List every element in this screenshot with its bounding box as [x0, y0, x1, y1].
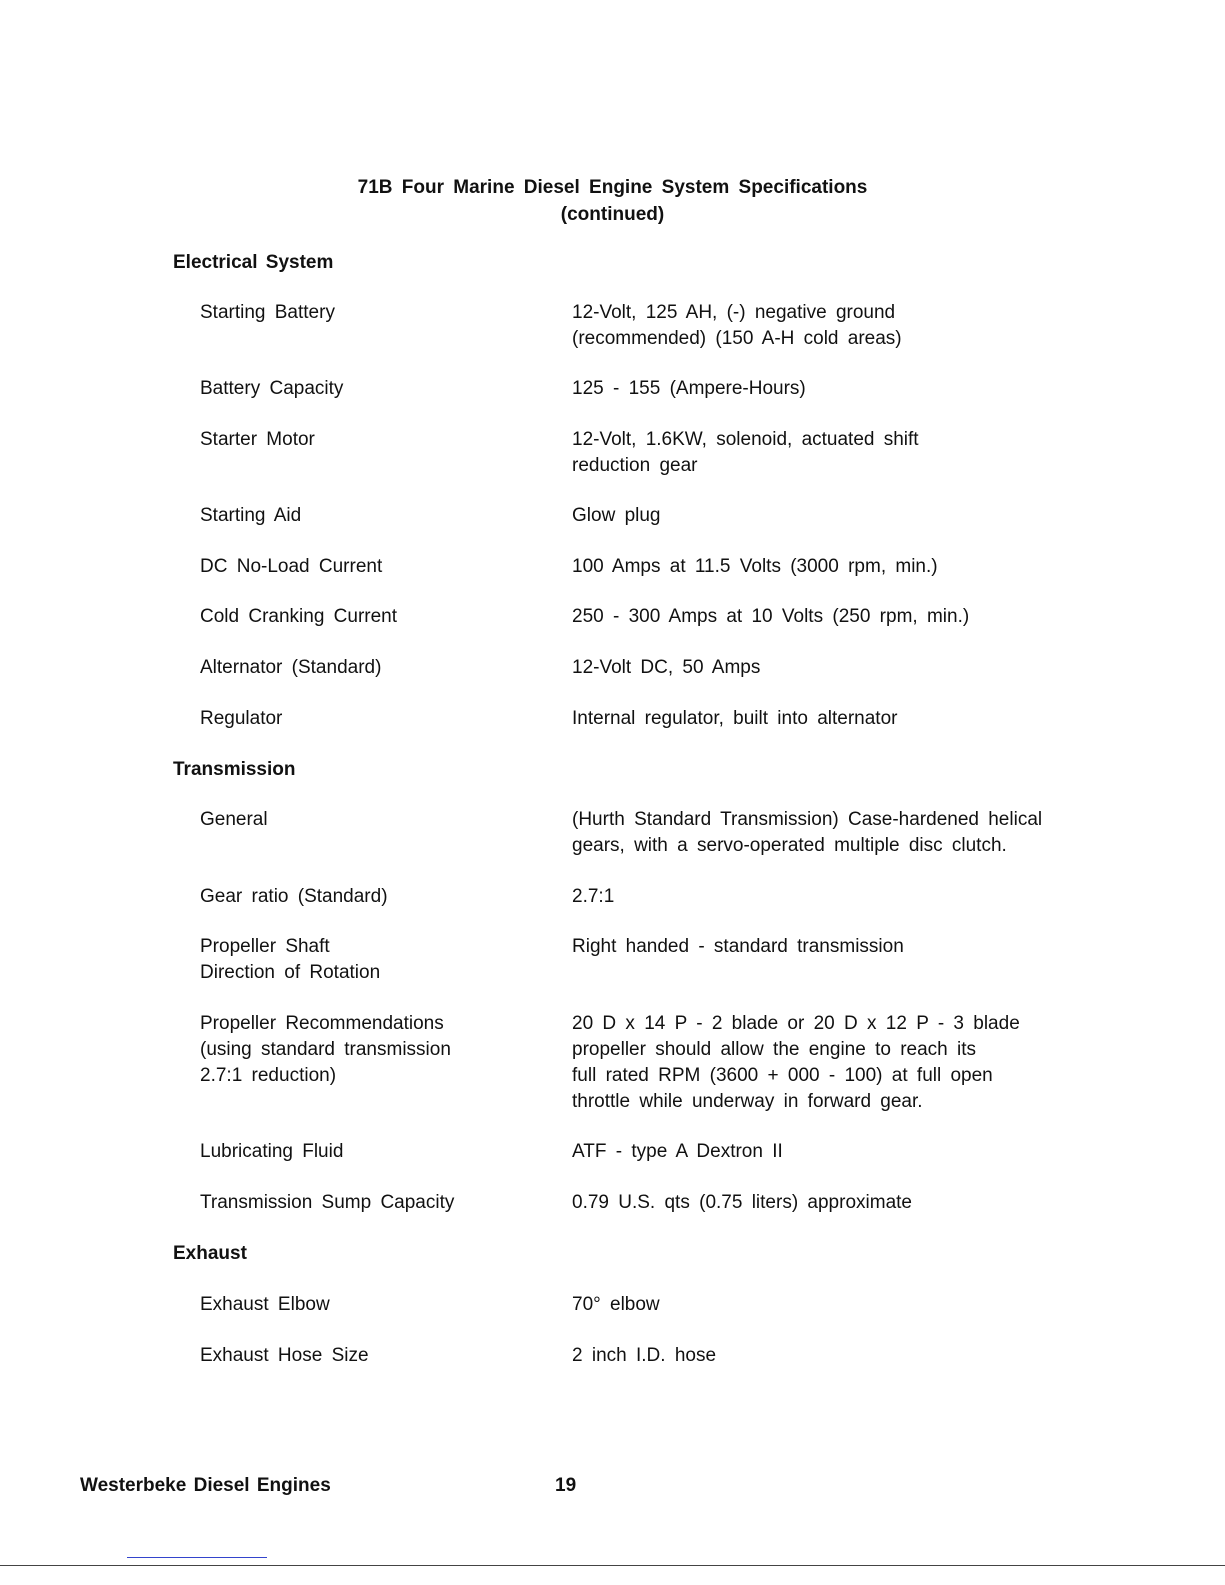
label-line: Lubricating Fluid — [200, 1141, 344, 1162]
label-line: Battery Capacity — [200, 378, 344, 399]
spec-label — [200, 376, 343, 402]
bottom-link-rule — [127, 1557, 267, 1558]
value-line: reduction gear — [572, 455, 698, 476]
spec-value — [572, 706, 897, 732]
spec-value — [572, 807, 1042, 859]
spec-label — [200, 604, 397, 630]
label-line: Starting Aid — [200, 505, 302, 526]
value-line: 12-Volt, 125 AH, (-) negative ground — [572, 302, 896, 323]
spec-label — [200, 1343, 369, 1369]
label-line: Starter Motor — [200, 429, 315, 450]
value-line: full rated RPM (3600 + 000 - 100) at full open — [572, 1065, 993, 1086]
spec-value — [572, 934, 904, 960]
section-heading-exhaust: Exhaust — [173, 1243, 247, 1264]
spec-label — [200, 807, 268, 833]
spec-label — [200, 554, 382, 580]
label-line: Propeller Shaft — [200, 936, 330, 957]
label-line: Transmission Sump Capacity — [200, 1192, 455, 1213]
value-line: 100 Amps at 11.5 Volts (3000 rpm, min.) — [572, 556, 938, 577]
label-line: Direction of Rotation — [200, 962, 381, 983]
value-line: propeller should allow the engine to reach its — [572, 1039, 977, 1060]
value-line: 250 - 300 Amps at 10 Volts (250 rpm, min.) — [572, 606, 970, 627]
bottom-rule — [0, 1565, 1225, 1566]
section-heading-electrical: Electrical System — [173, 252, 334, 273]
value-line: 2 inch I.D. hose — [572, 1345, 717, 1366]
label-line: (using standard transmission — [200, 1039, 451, 1060]
label-line: Starting Battery — [200, 302, 335, 323]
spec-value — [572, 884, 614, 910]
label-line: 2.7:1 reduction) — [200, 1065, 337, 1086]
spec-value — [572, 300, 902, 352]
label-line: Exhaust Hose Size — [200, 1345, 369, 1366]
spec-label — [200, 427, 315, 453]
label-line: DC No-Load Current — [200, 556, 383, 577]
spec-value — [572, 1011, 1020, 1115]
label-line: Exhaust Elbow — [200, 1294, 330, 1315]
label-line: Gear ratio (Standard) — [200, 886, 388, 907]
value-line: 70° elbow — [572, 1294, 660, 1315]
spec-label — [200, 884, 388, 910]
spec-value — [572, 1292, 660, 1318]
value-line: Internal regulator, built into alternator — [572, 708, 898, 729]
section-heading-transmission: Transmission — [173, 759, 296, 780]
value-line: Glow plug — [572, 505, 661, 526]
label-line: Alternator (Standard) — [200, 657, 382, 678]
spec-value — [572, 554, 938, 580]
value-line: ATF - type A Dextron II — [572, 1141, 783, 1162]
spec-label — [200, 503, 301, 529]
value-line: 12-Volt, 1.6KW, solenoid, actuated shift — [572, 429, 919, 450]
spec-value — [572, 604, 969, 630]
spec-label — [200, 934, 380, 986]
title-line-1: 71B Four Marine Diesel Engine System Specifications — [357, 177, 868, 198]
label-line: General — [200, 809, 268, 830]
footer-company: Westerbeke Diesel Engines — [80, 1475, 331, 1496]
value-line: gears, with a servo-operated multiple disc clutch. — [572, 835, 1007, 856]
value-line: (recommended) (150 A-H cold areas) — [572, 328, 902, 349]
spec-value — [572, 503, 661, 529]
spec-label — [200, 300, 335, 326]
value-line: 0.79 U.S. qts (0.75 liters) approximate — [572, 1192, 912, 1213]
value-line: 125 - 155 (Ampere-Hours) — [572, 378, 806, 399]
spec-label — [200, 1190, 454, 1216]
spec-value — [572, 655, 760, 681]
value-line: 20 D x 14 P - 2 blade or 20 D x 12 P - 3 blade — [572, 1013, 1020, 1034]
spec-value — [572, 376, 806, 402]
label-line: Cold Cranking Current — [200, 606, 398, 627]
value-line: Right handed - standard transmission — [572, 936, 904, 957]
label-line: Propeller Recommendations — [200, 1013, 444, 1034]
spec-value — [572, 1139, 783, 1165]
spec-label — [200, 706, 282, 732]
spec-label — [200, 655, 381, 681]
value-line: 2.7:1 — [572, 886, 615, 907]
spec-label — [200, 1139, 343, 1165]
label-line: Regulator — [200, 708, 283, 729]
value-line: throttle while underway in forward gear. — [572, 1091, 923, 1112]
spec-label — [200, 1292, 330, 1318]
value-line: (Hurth Standard Transmission) Case-hardened helical — [572, 809, 1043, 830]
title-line-2: (continued) — [560, 204, 665, 225]
spec-value — [572, 1190, 912, 1216]
spec-value — [572, 427, 919, 479]
page-number: 19 — [555, 1475, 577, 1496]
value-line: 12-Volt DC, 50 Amps — [572, 657, 761, 678]
spec-value — [572, 1343, 716, 1369]
spec-label — [200, 1011, 451, 1089]
